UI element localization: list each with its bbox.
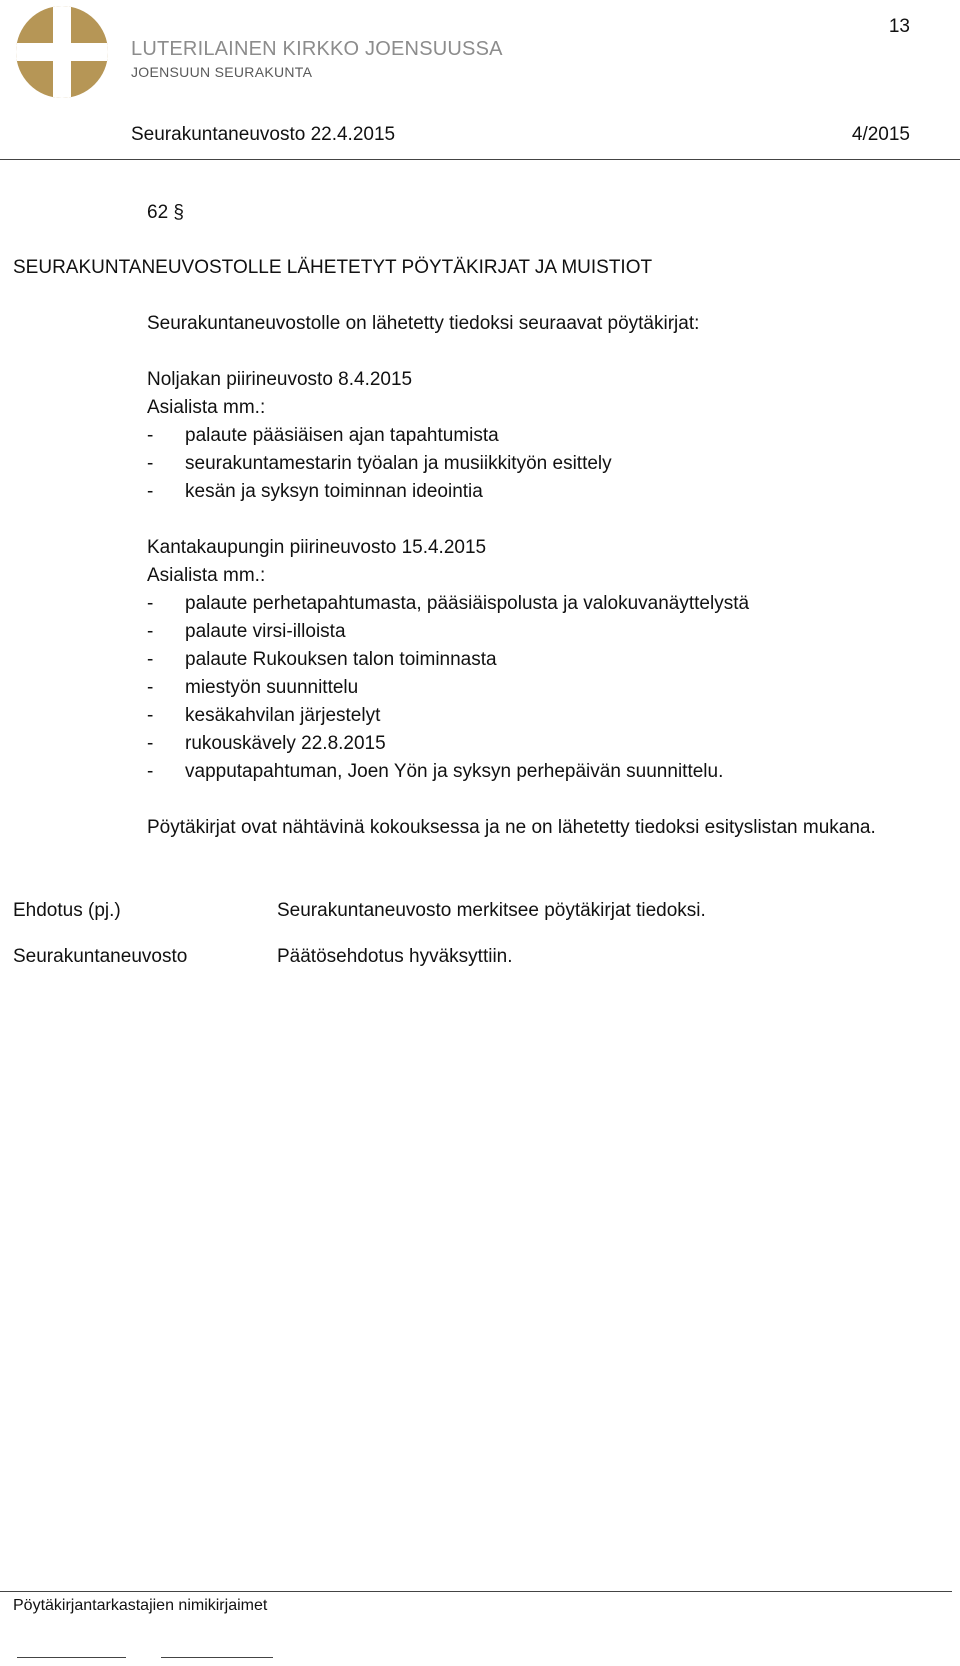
org-name-line2: JOENSUUN SEURAKUNTA xyxy=(131,64,313,80)
header-rule xyxy=(0,159,960,160)
list-item: - vapputapahtuman, Joen Yön ja syksyn perhepäivän suunnittelu. xyxy=(147,761,724,782)
list-item: - kesän ja syksyn toiminnan ideointia xyxy=(147,481,483,502)
closing-text: Pöytäkirjat ovat nähtävinä kokouksessa ja ne on lähetetty tiedoksi esityslistan mukana. xyxy=(147,817,876,838)
decision-label: Seurakuntaneuvosto xyxy=(13,946,188,967)
org-name-line1: LUTERILAINEN KIRKKO JOENSUUSSA xyxy=(131,38,503,60)
decision-text: Päätösehdotus hyväksyttiin. xyxy=(277,946,513,967)
meeting-title: Noljakan piirineuvosto 8.4.2015 xyxy=(147,369,413,390)
agenda-label: Asialista mm.: xyxy=(147,565,266,586)
church-logo xyxy=(16,6,108,98)
footer-rule xyxy=(0,1591,952,1592)
page-number: 13 xyxy=(888,16,910,37)
footer-label: Pöytäkirjantarkastajien nimikirjaimet xyxy=(13,1597,268,1614)
header-issue: 4/2015 xyxy=(851,124,910,145)
list-item: - palaute perhetapahtumasta, pääsiäispolusta ja valokuvanäyttelystä xyxy=(147,593,750,614)
list-item: - seurakuntamestarin työalan ja musiikkityön esittely xyxy=(147,453,612,474)
signature-line xyxy=(161,1657,273,1658)
list-item: - palaute Rukouksen talon toiminnasta xyxy=(147,649,497,670)
header-title: Seurakuntaneuvosto 22.4.2015 xyxy=(131,124,396,145)
agenda-label: Asialista mm.: xyxy=(147,397,266,418)
meeting-title: Kantakaupungin piirineuvosto 15.4.2015 xyxy=(147,537,487,558)
list-item: - kesäkahvilan järjestelyt xyxy=(147,705,381,726)
list-item: - miestyön suunnittelu xyxy=(147,677,359,698)
proposal-label: Ehdotus (pj.) xyxy=(13,900,121,921)
list-item: - palaute pääsiäisen ajan tapahtumista xyxy=(147,425,499,446)
logo-quadrants xyxy=(16,6,108,98)
section-intro: Seurakuntaneuvostolle on lähetetty tiedoksi seuraavat pöytäkirjat: xyxy=(147,313,700,334)
section-number: 62 § xyxy=(147,202,184,223)
signature-line xyxy=(17,1657,126,1658)
proposal-text: Seurakuntaneuvosto merkitsee pöytäkirjat tiedoksi. xyxy=(277,900,706,921)
section-heading: SEURAKUNTANEUVOSTOLLE LÄHETETYT PÖYTÄKIRJAT JA MUISTIOT xyxy=(13,257,653,278)
list-item: - palaute virsi-illoista xyxy=(147,621,346,642)
list-item: - rukouskävely 22.8.2015 xyxy=(147,733,386,754)
